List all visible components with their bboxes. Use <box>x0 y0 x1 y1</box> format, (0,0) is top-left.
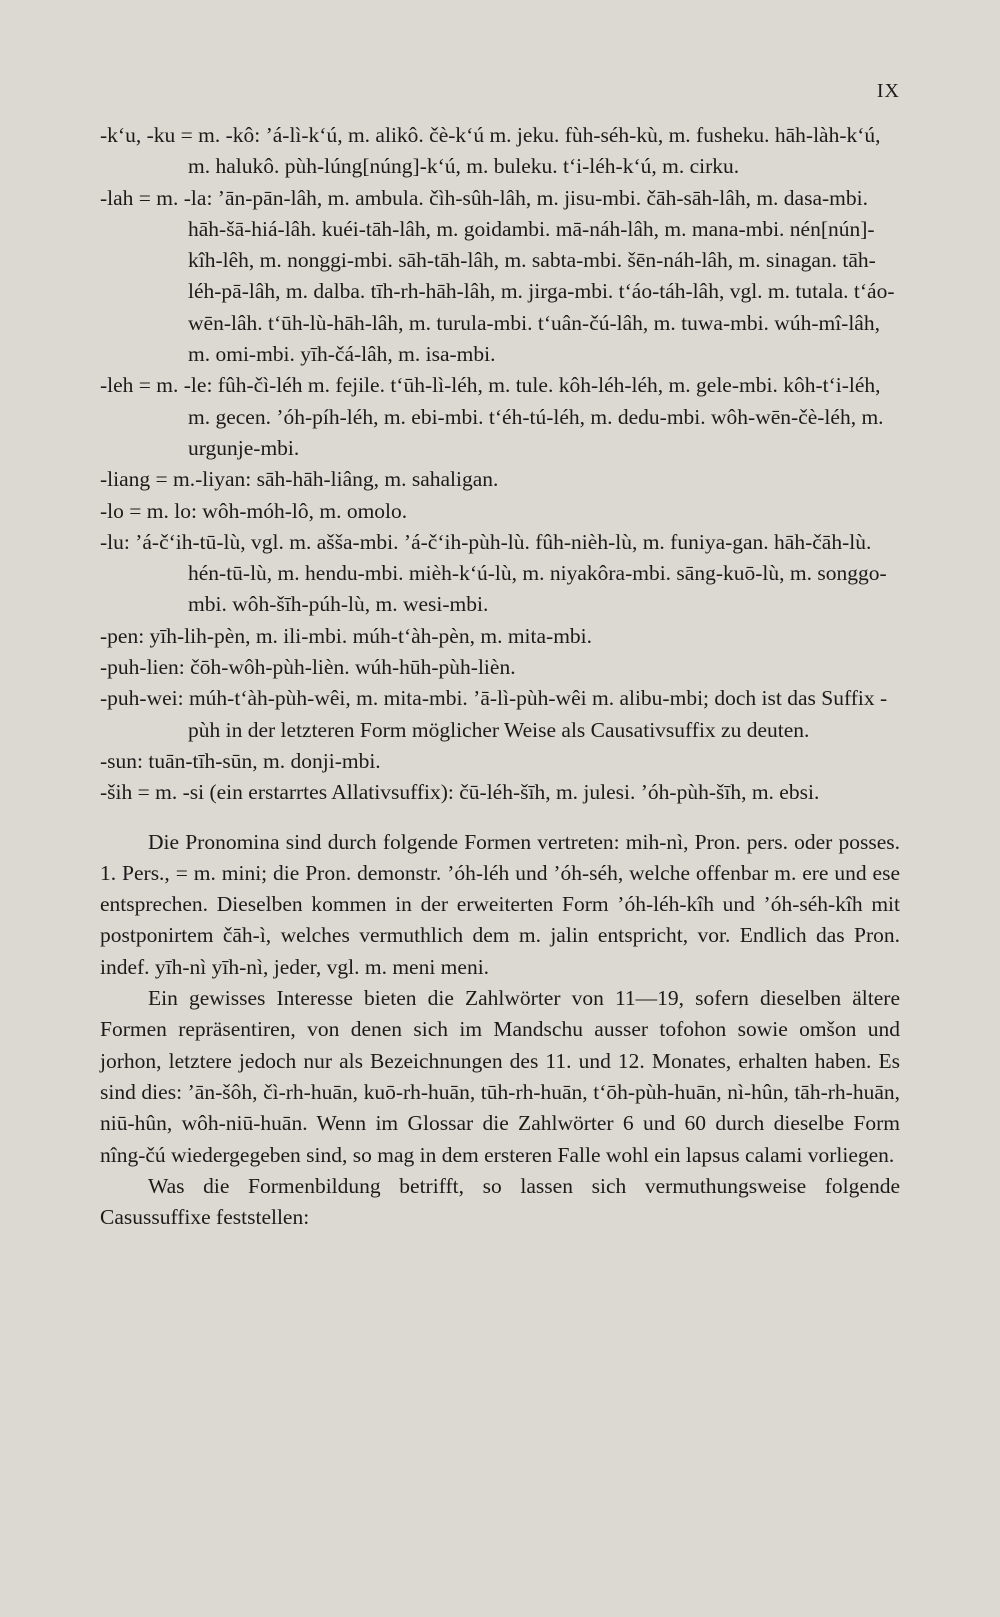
paragraph-pronomina: Die Pronomina sind durch folgende Formen vertreten: mih-nì, Pron. pers. oder posses. 1. Pers., = m. mini; die Pron. demonstr. ’óh-léh und ’óh-séh, welche offenbar m. ere und ese entsprechen. Dieselben kommen in der erweiterten Form ’óh-léh-kîh und ’óh-séh-kîh mit postponirtem čāh-ì, welches vermuthlich dem m. jalin entspricht, vor. Endlich das Pron. indef. yīh-nì yīh-nì, jeder, vgl. m. meni meni. <box>100 829 900 979</box>
suffix-entry-ku: -k‘u, -ku = m. -kô: ’á-lì-k‘ú, m. alikô. čè-k‘ú m. jeku. fùh-séh-kù, m. fusheku. hāh-làh-k‘ú, m. halukô. pùh-lúng[núng]-k‘ú, m. buleku. t‘i-léh-k‘ú, m. cirku. <box>100 123 881 179</box>
main-text <box>100 120 900 1233</box>
page-number: IX <box>876 80 900 102</box>
suffix-entry-lo: -lo = m. lo: wôh-móh-lô, m. omolo. <box>100 498 408 523</box>
suffix-entry-lu: -lu: ’á-č‘ih-tū-lù, vgl. m. ašša-mbi. ’á-č‘ih-pùh-lù. fûh-nièh-lù, m. funiya-gan. hāh-čāh-lù. hén-tū-lù, m. hendu-mbi. mièh-k‘ú-lù, m. niyakôra-mbi. sāng-kuō-lù, m. songgo-mbi. wôh-šīh-púh-lù, m. wesi-mbi. <box>100 529 887 617</box>
suffix-entry-lah: -lah = m. -la: ’ān-pān-lâh, m. ambula. čìh-sûh-lâh, m. jisu-mbi. čāh-sāh-lâh, m. dasa-mbi. hāh-šā-hiá-lâh. kuéi-tāh-lâh, m. goidambi. mā-náh-lâh, m. mana-mbi. nén[nún]-kîh-lêh, m. nonggi-mbi. sāh-tāh-lâh, m. sabta-mbi. šēn-náh-lâh, m. sinagan. tāh-léh-pā-lâh, m. dalba. tīh-rh-hāh-lâh, m. jirga-mbi. t‘áo-táh-lâh, vgl. m. tutala. t‘áo-wēn-lâh. t‘ūh-lù-hāh-lâh, m. turula-mbi. t‘uân-čú-lâh, m. tuwa-mbi. wúh-mî-lâh, m. omi-mbi. yīh-čá-lâh, m. isa-mbi. <box>100 185 895 367</box>
suffix-entry-liang: -liang = m.-liyan: sāh-hāh-liâng, m. sahaligan. <box>100 467 499 492</box>
paragraph-formenbildung: Was die Formenbildung betrifft, so lassen sich vermuthungsweise folgende Casussuffixe feststellen: <box>100 1173 900 1230</box>
suffix-entry-leh: -leh = m. -le: fûh-čì-léh m. fejile. t‘ūh-lì-léh, m. tule. kôh-léh-léh, m. gele-mbi. kôh-t‘i-léh, m. gecen. ’óh-píh-léh, m. ebi-mbi. t‘éh-tú-léh, m. dedu-mbi. wôh-wēn-čè-léh, m. urgunje-mbi. <box>100 373 884 460</box>
suffix-entry-pen: -pen: yīh-lih-pèn, m. ili-mbi. múh-t‘àh-pèn, m. mita-mbi. <box>100 623 593 648</box>
suffix-entry-sun: -sun: tuān-tīh-sūn, m. donji-mbi. <box>100 748 381 773</box>
suffix-entry-puh-wei: -puh-wei: múh-t‘àh-pùh-wêi, m. mita-mbi. ’ā-lì-pùh-wêi m. alibu-mbi; doch ist das Suffix -pùh in der letzteren Form möglicher Weise als Causativsuffix zu deuten. <box>100 686 888 742</box>
suffix-entry-puh-lien: -puh-lien: čōh-wôh-pùh-lièn. wúh-hūh-pùh-lièn. <box>100 655 516 680</box>
paragraph-zahlwoerter: Ein gewisses Interesse bieten die Zahlwörter von 11—19, sofern dieselben ältere Formen repräsentiren, von denen sich im Mandschu ausser tofohon sowie omšon und jorhon, letztere jedoch nur als Bezeichnungen des 11. und 12. Monates, erhalten haben. Es sind dies: ’ān-šôh, čì-rh-huān, kuō-rh-huān, tūh-rh-huān, t‘ōh-pùh-huān, nì-hûn, tāh-rh-huān, niū-hûn, wôh-niū-huān. Wenn im Glossar die Zahlwörter 6 und 60 durch dieselbe Form nîng-čú wiedergegeben sind, so mag in dem ersteren Falle wohl ein lapsus calami vorliegen. <box>100 986 900 1167</box>
suffix-entry-sih: -ših = m. -si (ein erstarrtes Allativsuffix): čū-léh-šīh, m. julesi. ’óh-pùh-šīh, m. ebsi. <box>100 780 820 805</box>
